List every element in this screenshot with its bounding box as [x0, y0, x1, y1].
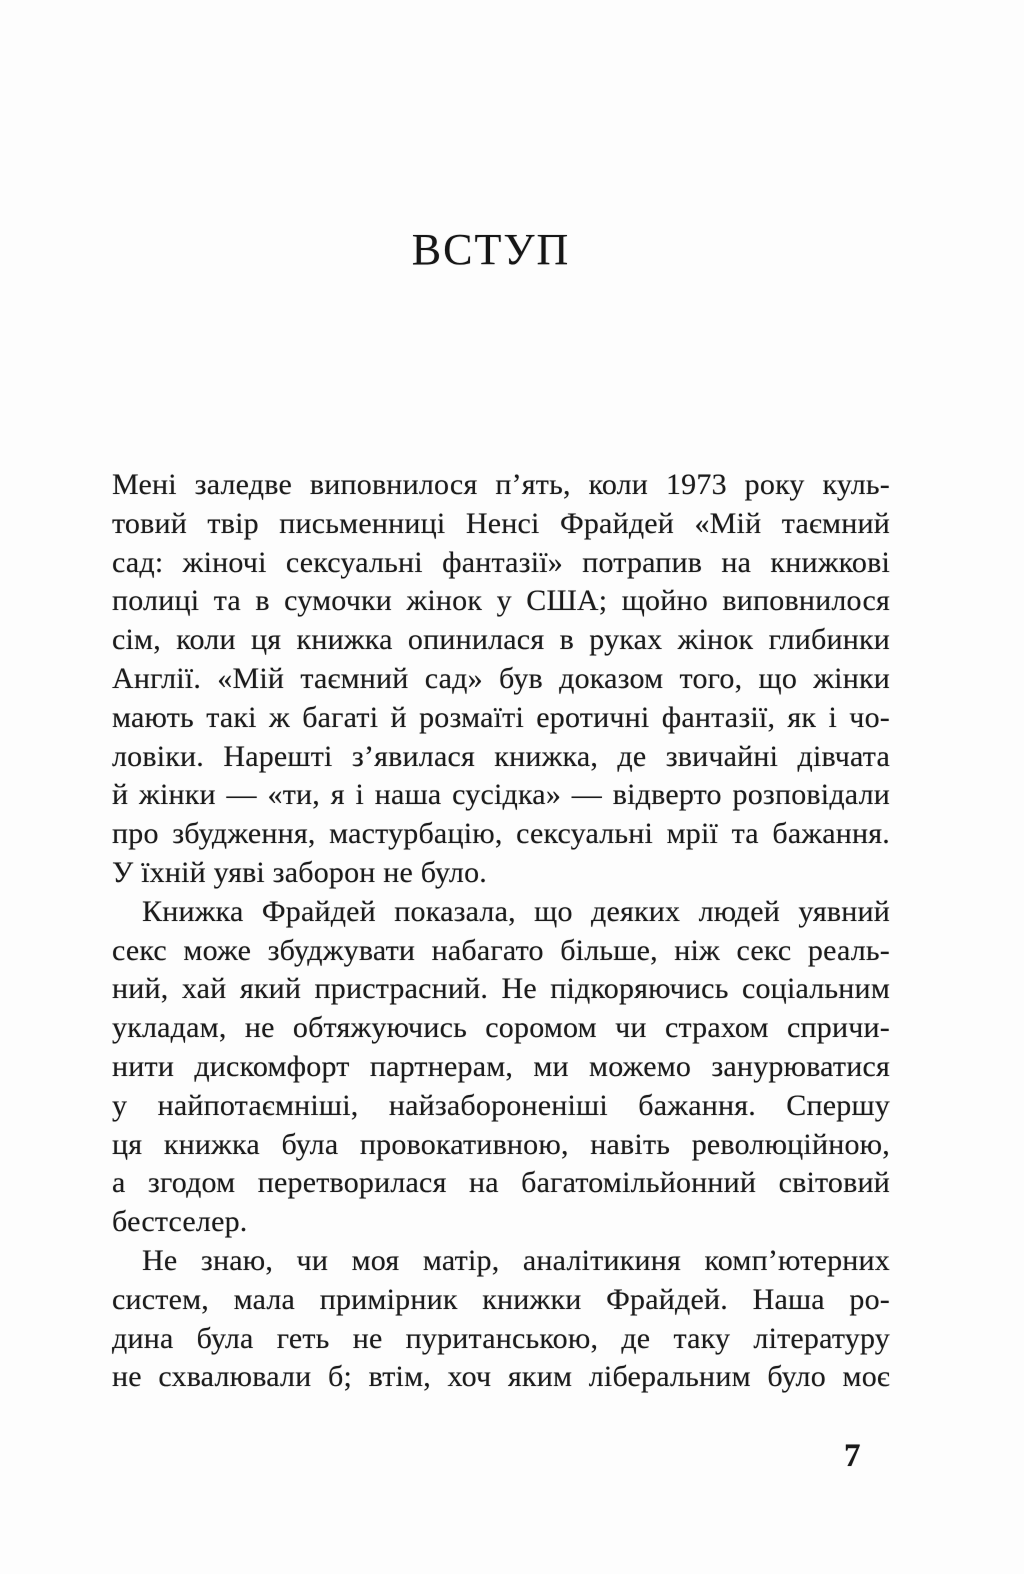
text-line: Мені заледве виповнилося п’ять, коли 1973 року куль- — [112, 468, 890, 501]
body-text — [112, 466, 890, 1397]
text-line: ця книжка була провокативною, навіть революційною, — [112, 1127, 890, 1161]
page-number: 7 — [844, 1438, 861, 1474]
text-line: ловіки. Нарешті з’явилася книжка, де звичайні дівчата — [112, 739, 890, 773]
text-line: не схвалювали б; втім, хоч яким ліберальним було моє — [112, 1360, 890, 1394]
text-line: бестселер. — [112, 1205, 248, 1239]
text-line: секс може збуджувати набагато більше, ніж секс реаль- — [112, 933, 890, 967]
text-line: полиці та в сумочки жінок у США; щойно виповнилося — [112, 584, 890, 618]
text-line: укладам, не обтяжуючись соромом чи страхом спричи- — [112, 1011, 890, 1045]
text-line: товий твір письменниці Ненсі Фрайдей «Мій таємний — [112, 506, 890, 540]
text-line: ний, хай який пристрасний. Не підкоряючись соціальним — [112, 972, 890, 1006]
text-line: й жінки — «ти, я і наша сусідка» — відверто розповідали — [112, 778, 890, 812]
text-line: мають такі ж багаті й розмаїті еротичні фантазії, як і чо- — [112, 700, 890, 734]
text-line: систем, мала примірник книжки Фрайдей. Наша ро- — [112, 1282, 890, 1316]
text-line: Не знаю, чи моя матір, аналітикиня комп’ютерних — [142, 1243, 890, 1277]
text-line: дина була геть не пуританською, де таку літературу — [112, 1321, 890, 1355]
paragraph — [112, 466, 890, 893]
text-line: Англії. «Мій таємний сад» був доказом того, що жінки — [112, 661, 890, 695]
text-line: Книжка Фрайдей показала, що деяких людей уявний — [142, 894, 890, 928]
paragraph — [112, 893, 890, 1242]
text-line: У їхній уяві заборон не було. — [112, 855, 487, 889]
text-line: про збудження, мастурбацію, сексуальні мрії та бажання. — [112, 817, 890, 851]
text-line: сім, коли ця книжка опинилася в руках жінок глибинки — [112, 623, 890, 657]
paragraph — [112, 1242, 890, 1397]
text-line: а згодом перетворилася на багатомільйонний світовий — [112, 1166, 890, 1200]
text-line: нити дискомфорт партнерам, ми можемо занурюватися — [112, 1049, 890, 1083]
text-line: у найпотаємніші, найзабороненіші бажання. Спершу — [112, 1088, 890, 1122]
chapter-title: ВСТУП — [411, 225, 571, 274]
text-line: сад: жіночі сексуальні фантазії» потрапив на книжкові — [112, 545, 890, 579]
